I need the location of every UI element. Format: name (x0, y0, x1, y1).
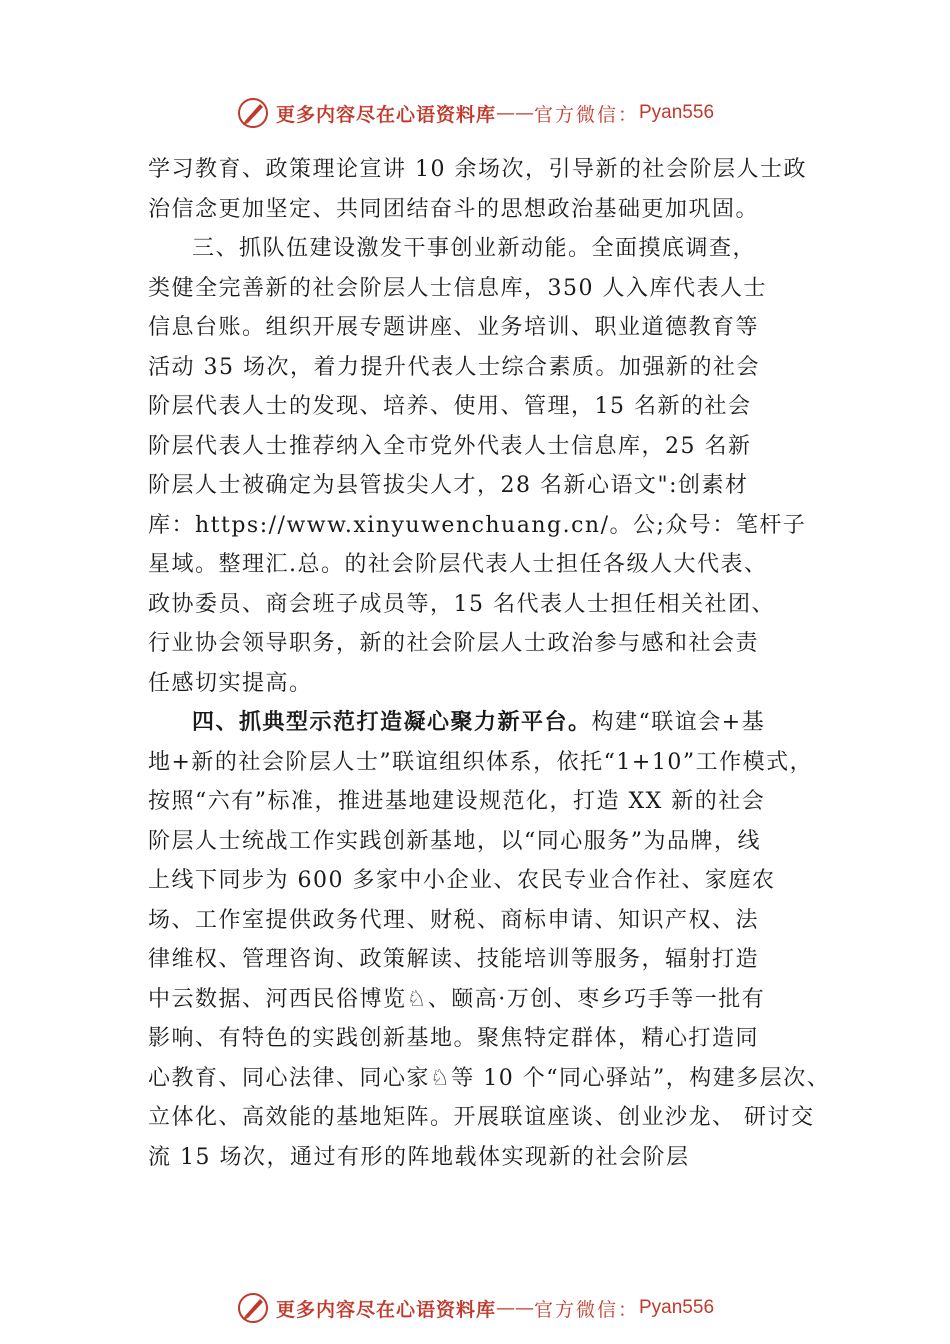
text-line: 星域。整理汇.总。的社会阶层代表人士担任各级人大代表、 (148, 552, 768, 577)
text-line: 阶层人士统战工作实践创新基地，以“同心服务”为品牌，线 (148, 828, 761, 854)
text-line: 立体化、高效能的基地矩阵。开展联谊座谈、创业沙龙、 研讨交 (148, 1105, 815, 1130)
header-banner (0, 93, 950, 133)
text-line: 信息台账。组织开展专题讲座、业务培训、职业道德教育等 (148, 315, 760, 340)
pen-seal-icon (236, 96, 270, 130)
text-line: 行业协会领导职务，新的社会阶层人士政治参与感和社会责 (148, 631, 760, 656)
text-line: 学习教育、政策理论宣讲 10 余场次，引导新的社会阶层人士政 (148, 157, 807, 182)
text-line: 流 15 场次，通过有形的阵地载体实现新的社会阶层 (148, 1144, 690, 1170)
text-line: 活动 35 场次，着力提升代表人士综合素质。加强新的社会 (148, 354, 760, 380)
text-line: 地+新的社会阶层人士”联谊组织体系，依托“1+10”工作模式， (148, 749, 814, 775)
text-line: 中云数据、河西民俗博览♘、颐高·万创、枣乡巧手等一批有 (148, 986, 766, 1012)
section-heading: 四、抓典型示范打造凝心聚力新平台。 (192, 709, 592, 735)
document-body (148, 150, 848, 1177)
banner-wechat-id: Pyan556 (639, 102, 715, 123)
text-line: 治信念更加坚定、共同团结奋斗的思想政治基础更加巩固。 (148, 196, 760, 222)
banner-wechat-label: 官方微信： (533, 1298, 639, 1321)
text-line: 阶层代表人士的发现、培养、使用、管理，15 名新的社会 (148, 394, 752, 419)
text-line: 心教育、同心法律、同心家♘等 10 个“同心驿站”，构建多层次、 (148, 1065, 831, 1091)
text-line: 阶层人士被确定为县管拔尖人才，28 名新心语文":创素材 (148, 473, 749, 498)
text-line: 任感切实提高。 (148, 670, 313, 696)
text-line: 上线下同步为 600 多家中小企业、农民专业合作社、家庭农 (148, 868, 776, 893)
banner-wechat-label: 官方微信： (533, 103, 639, 126)
text-line: 三、抓队伍建设激发干事创业新动能。全面摸底调查， (192, 236, 757, 261)
text-line: 按照“六有”标准，推进基地建设规范化，打造 XX 新的社会 (148, 789, 766, 814)
banner-text: 更多内容尽在心语资料库 (275, 103, 496, 126)
footer-banner (0, 1288, 950, 1328)
text-line: 场、工作室提供政务代理、财税、商标申请、知识产权、法 (148, 907, 760, 933)
text-line: 政协委员、商会班子成员等，15 名代表人士担任相关社团、 (148, 591, 775, 617)
banner-separator: —— (495, 1297, 534, 1319)
text-line: 类健全完善新的社会阶层人士信息库，350 人入库代表人士 (148, 275, 767, 301)
pen-seal-icon (236, 1291, 270, 1325)
banner-text: 更多内容尽在心语资料库 (275, 1298, 496, 1321)
text-span: 构建“联谊会+基 (591, 710, 766, 735)
banner-separator: —— (495, 102, 534, 124)
text-line: 律维权、管理咨询、政策解读、技能培训等服务，辐射打造 (148, 947, 760, 972)
text-line: 库：https://www.xinyuwenchuang.cn/。公;众号：笔杆子 (148, 512, 807, 538)
text-line: 阶层代表人士推荐纳入全市党外代表人士信息库，25 名新 (148, 433, 752, 459)
banner-wechat-id: Pyan556 (639, 1297, 715, 1318)
text-line: 影响、有特色的实践创新基地。聚焦特定群体，精心打造同 (148, 1026, 760, 1051)
paragraph-4-first-line (148, 703, 848, 743)
